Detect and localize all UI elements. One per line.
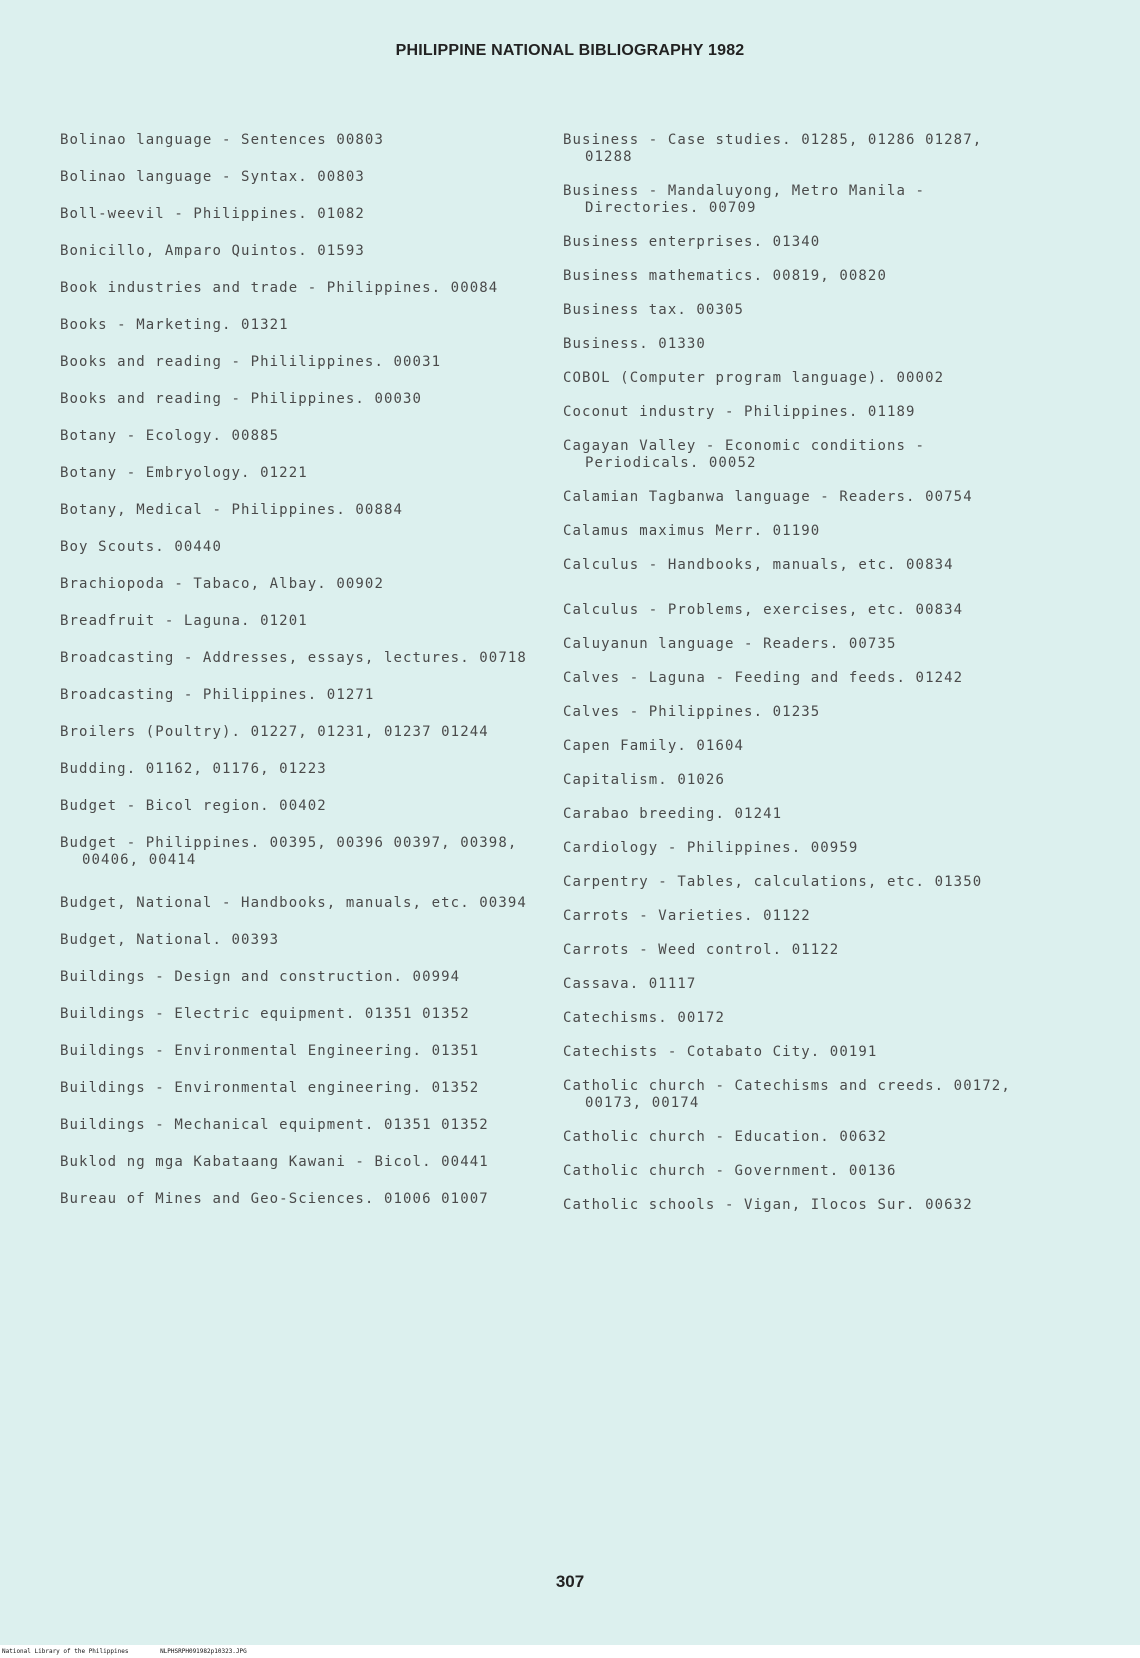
bibliography-entry: Catholic church - Education. 00632 (563, 1129, 887, 1145)
bibliography-entry: Books - Marketing. 01321 (60, 317, 289, 333)
bibliography-entry: Buildings - Environmental engineering. 01352 (60, 1080, 480, 1096)
bibliography-entry: Business tax. 00305 (563, 302, 745, 318)
bibliography-entry: Bolinao language - Syntax. 00803 (60, 169, 365, 185)
footer-library: National Library of the Philippines (2, 1648, 129, 1655)
bibliography-entry: Budget, National. 00393 (60, 932, 280, 948)
bibliography-entry: Boy Scouts. 00440 (60, 539, 222, 555)
bibliography-entry: Broadcasting - Philippines. 01271 (60, 687, 375, 703)
bibliography-entry: Calculus - Handbooks, manuals, etc. 00834 (563, 557, 954, 573)
right-column (563, 132, 1033, 1214)
bibliography-entry: Buildings - Environmental Engineering. 01351 (60, 1043, 480, 1059)
bibliography-entry: Budget, National - Handbooks, manuals, etc. 00394 (60, 895, 527, 911)
bibliography-entry: Business. 01330 (563, 336, 706, 352)
bibliography-entry: Capitalism. 01026 (563, 772, 725, 788)
bibliography-entry: Calamian Tagbanwa language - Readers. 00754 (563, 489, 973, 505)
bibliography-entry: Capen Family. 01604 (563, 738, 745, 754)
bibliography-entry: Buildings - Electric equipment. 01351 01352 (60, 1006, 470, 1022)
bibliography-entry: Calves - Philippines. 01235 (563, 704, 821, 720)
footer-filename: NLPHSRPH091982p10323.JPG (160, 1648, 247, 1655)
bibliography-entry: Breadfruit - Laguna. 01201 (60, 613, 308, 629)
bibliography-entry: Budget - Philippines. 00395, 00396 00397, 00398, 00406, 00414 (60, 835, 518, 868)
bibliography-entry: Brachiopoda - Tabaco, Albay. 00902 (60, 576, 384, 592)
bibliography-entry: Bonicillo, Amparo Quintos. 01593 (60, 243, 365, 259)
bibliography-entry: Calves - Laguna - Feeding and feeds. 01242 (563, 670, 964, 686)
bibliography-entry: Catholic church - Government. 00136 (563, 1163, 897, 1179)
bibliography-entry: Business - Mandaluyong, Metro Manila - Directories. 00709 (563, 183, 926, 216)
bibliography-entry: Calculus - Problems, exercises, etc. 00834 (563, 602, 964, 618)
page-title: PHILIPPINE NATIONAL BIBLIOGRAPHY 1982 (395, 42, 745, 59)
bibliography-entry: Broilers (Poultry). 01227, 01231, 01237 01244 (60, 724, 489, 740)
bibliography-entry: Buklod ng mga Kabataang Kawani - Bicol. 00441 (60, 1154, 489, 1170)
bibliography-entry: Budding. 01162, 01176, 01223 (60, 761, 327, 777)
bibliography-entry: Boll-weevil - Philippines. 01082 (60, 206, 365, 222)
bibliography-entry: Books and reading - Philippines. 00030 (60, 391, 423, 407)
bibliography-entry: Cardiology - Philippines. 00959 (563, 840, 859, 856)
bibliography-entry: Buildings - Design and construction. 00994 (60, 969, 461, 985)
bibliography-entry: Broadcasting - Addresses, essays, lectures. 00718 (60, 650, 527, 666)
bibliography-entry: Carabao breeding. 01241 (563, 806, 783, 822)
bibliography-entry: Buildings - Mechanical equipment. 01351 01352 (60, 1117, 489, 1133)
scan-footer (0, 1645, 1140, 1658)
bibliography-entry: Catechisms. 00172 (563, 1010, 725, 1026)
left-column (60, 132, 540, 1208)
bibliography-entry: Botany - Embryology. 01221 (60, 465, 308, 481)
bibliography-entry: Bureau of Mines and Geo-Sciences. 01006 01007 (60, 1191, 489, 1207)
bibliography-entry: Coconut industry - Philippines. 01189 (563, 404, 916, 420)
bibliography-entry: Calamus maximus Merr. 01190 (563, 523, 821, 539)
bibliography-entry: Business mathematics. 00819, 00820 (563, 268, 887, 284)
bibliography-entry: Books and reading - Phililippines. 00031 (60, 354, 442, 370)
bibliography-entry: Bolinao language - Sentences 00803 (60, 132, 384, 148)
bibliography-entry: Carrots - Varieties. 01122 (563, 908, 811, 924)
bibliography-entry: Botany, Medical - Philippines. 00884 (60, 502, 404, 518)
bibliography-entry: Book industries and trade - Philippines. 00084 (60, 280, 499, 296)
bibliography-entry: COBOL (Computer program language). 00002 (563, 370, 945, 386)
bibliography-entry: Catholic schools - Vigan, Ilocos Sur. 00632 (563, 1197, 973, 1213)
bibliography-entry: Catholic church - Catechisms and creeds. 00172, 00173, 00174 (563, 1078, 1011, 1111)
bibliography-entry: Business - Case studies. 01285, 01286 01287, 01288 (563, 132, 983, 165)
bibliography-entry: Carrots - Weed control. 01122 (563, 942, 840, 958)
bibliography-entry: Cagayan Valley - Economic conditions - Periodicals. 00052 (563, 438, 926, 471)
bibliography-entry: Catechists - Cotabato City. 00191 (563, 1044, 878, 1060)
bibliography-entry: Cassava. 01117 (563, 976, 697, 992)
bibliography-entry: Carpentry - Tables, calculations, etc. 01350 (563, 874, 983, 890)
bibliography-entry: Botany - Ecology. 00885 (60, 428, 280, 444)
bibliography-entry: Business enterprises. 01340 (563, 234, 821, 250)
page-number: 307 (555, 1572, 585, 1591)
bibliography-entry: Budget - Bicol region. 00402 (60, 798, 327, 814)
bibliography-entry: Caluyanun language - Readers. 00735 (563, 636, 897, 652)
